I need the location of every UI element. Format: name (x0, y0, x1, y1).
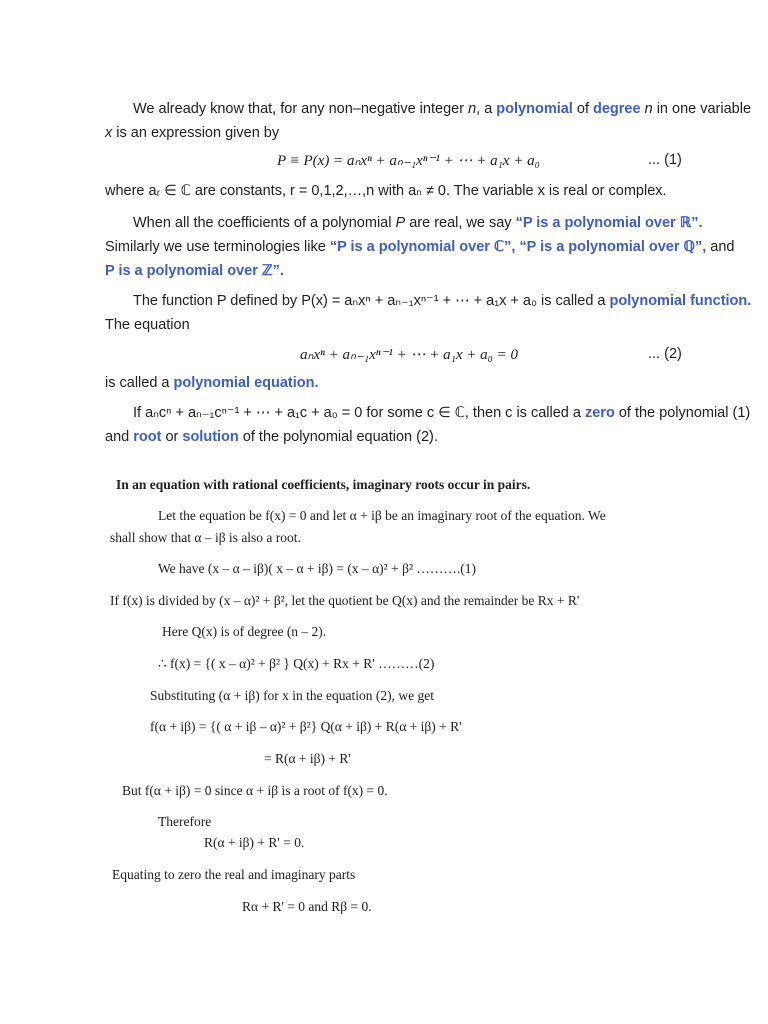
called-line: is called a polynomial equation. (105, 375, 319, 391)
proof-line-12: R(α + iβ) + R' = 0. (204, 835, 305, 850)
theorem-heading: In an equation with rational coefficients, imaginary roots occur in pairs. (116, 477, 531, 492)
keyword-polynomial-equation: polynomial equation. (173, 375, 319, 391)
keyword-polynomial: polynomial (496, 101, 573, 117)
keyword-root: root (133, 429, 162, 445)
proof-line-13: Equating to zero the real and imaginary parts (112, 867, 356, 882)
keyword-poly-over-q: “P is a polynomial over ℚ”, (519, 239, 707, 255)
proof-line-3: We have (x – α – iβ)( x – α + iβ) = (x – α)² + β² ……….(1) (158, 561, 476, 576)
zero-line: If aₙcⁿ + aₙ₋₁cⁿ⁻¹ + ⋯ + a₁c + a₀ = 0 for some c ∈ ℂ, then c is called a zero of the polynomial (1) (133, 405, 751, 421)
real-line: When all the coefficients of a polynomial P are real, we say “P is a polynomial over ℝ”. (133, 215, 703, 231)
keyword-polynomial-function: polynomial function. (609, 293, 752, 309)
proof-line-10: But f(α + iβ) = 0 since α + iβ is a root of f(x) = 0. (122, 783, 388, 798)
proof-line-11: Therefore (158, 814, 212, 829)
var-n: n (468, 101, 477, 117)
keyword-solution: solution (182, 429, 239, 445)
intro-line-2: x is an expression given by (105, 125, 280, 141)
keyword-poly-over-z: P is a polynomial over ℤ”. (105, 263, 284, 279)
function-line: The function P defined by P(x) = aₙxⁿ + aₙ₋₁xⁿ⁻¹ + ⋯ + a₁x + a₀ is called a polynomial function. (133, 293, 752, 309)
similarly-line: Similarly we use terminologies like “P is a polynomial over ℂ”, “P is a polynomial over ℚ”, and (105, 239, 735, 255)
proof-line-4: If f(x) is divided by (x – α)² + β², let the quotient be Q(x) and the remainder be Rx + R' (110, 593, 580, 608)
proof-line-7: Substituting (α + iβ) for x in the equation (2), we get (150, 688, 435, 703)
keyword-degree: degree (593, 101, 641, 117)
intro-text: We already know that, for any non–negative integer (133, 101, 465, 117)
proof-line-6: ∴ f(x) = {( x – α)² + β² } Q(x) + Rx + R' ………(2) (158, 656, 435, 671)
similarly-line-2 (105, 262, 284, 280)
proof-line-9: = R(α + iβ) + R' (264, 751, 351, 766)
keyword-poly-over-c: “P is a polynomial over ℂ”, (329, 239, 516, 255)
proof-line-14: Rα + R' = 0 and Rβ = 0. (242, 899, 372, 914)
the-equation-label: The equation (105, 317, 190, 333)
equation-1: P ≡ P(x) = aₙxⁿ + aₙ₋₁xⁿ⁻¹ + ⋯ + a₁x + a₀ (277, 153, 540, 169)
equation-1-number: ... (1) (648, 152, 682, 168)
equation-2-number: ... (2) (648, 346, 682, 362)
where-line: where aᵣ ∈ ℂ are constants, r = 0,1,2,…,n with aₙ ≠ 0. The variable x is real or complex. (105, 183, 667, 199)
proof-line-8: f(α + iβ) = {( α + iβ – α)² + β²} Q(α + iβ) + R(α + iβ) + R' (150, 719, 462, 734)
intro-line-1: We already know that, for any non–negative integer n, a polynomial of degree n in one variable (133, 101, 752, 117)
root-line: and root or solution of the polynomial equation (2). (105, 429, 438, 445)
proof-line-5: Here Q(x) is of degree (n – 2). (162, 624, 327, 639)
keyword-zero: zero (584, 405, 615, 421)
keyword-poly-over-r: “P is a polynomial over ℝ”. (515, 215, 703, 231)
proof-line-2: shall show that α – iβ is also a root. (110, 530, 301, 545)
proof-line-1: Let the equation be f(x) = 0 and let α + iβ be an imaginary root of the equation. We (158, 508, 606, 523)
equation-2: aₙxⁿ + aₙ₋₁xⁿ⁻¹ + ⋯ + a₁x + a₀ = 0 (300, 347, 518, 363)
